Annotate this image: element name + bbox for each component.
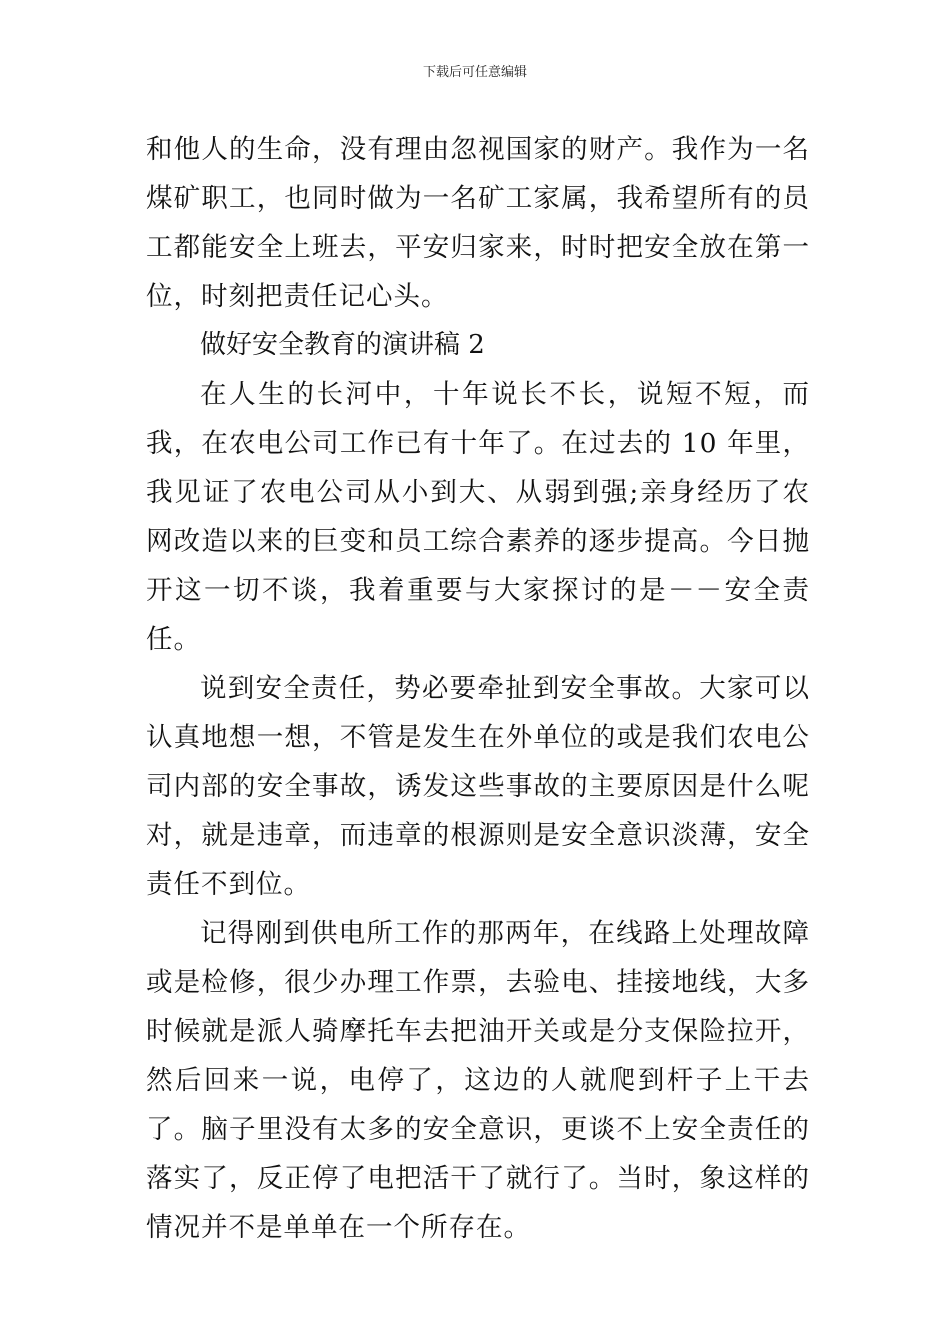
paragraph-memory: 记得刚到供电所工作的那两年，在线路上处理故障或是检修，很少办理工作票，去验电、挂接地线，大多时候就是派人骑摩托车去把油开关或是分支保险拉开，然后回来一说，电停了，这边的人就爬到杆子上干去了。脑子里没有太多的安全意识，更谈不上安全责任的落实了，反正停了电把活干了就行了。当时，象这样的情况并不是单单在一个所存在。 bbox=[146, 918, 810, 1243]
section-heading: 做好安全教育的演讲稿 2 bbox=[200, 330, 485, 360]
paragraph-ten-years: 在人生的长河中，十年说长不长，说短不短，而我，在农电公司工作已有十年了。在过去的 10 年里，我见证了农电公司从小到大、从弱到强;亲身经历了农网改造以来的巨变和员工综合素养的逐步提高。今日抛开这一切不谈，我着重要与大家探讨的是－－安全责任。 bbox=[146, 379, 810, 655]
paragraph-safety-responsibility: 说到安全责任，势必要牵扯到安全事故。大家可以认真地想一想，不管是发生在外单位的或是我们农电公司内部的安全事故，诱发这些事故的主要原因是什么呢对，就是违章，而违章的根源则是安全意识淡薄，安全责任不到位。 bbox=[146, 673, 810, 900]
page-header-note: 下载后可任意编辑 bbox=[422, 65, 527, 80]
paragraph-continued: 和他人的生命，没有理由忽视国家的财产。我作为一名煤矿职工，也同时做为一名矿工家属，我希望所有的员工都能安全上班去，平安归家来，时时把安全放在第一位，时刻把责任记心头。 bbox=[146, 134, 810, 312]
document-body bbox=[146, 125, 810, 1252]
